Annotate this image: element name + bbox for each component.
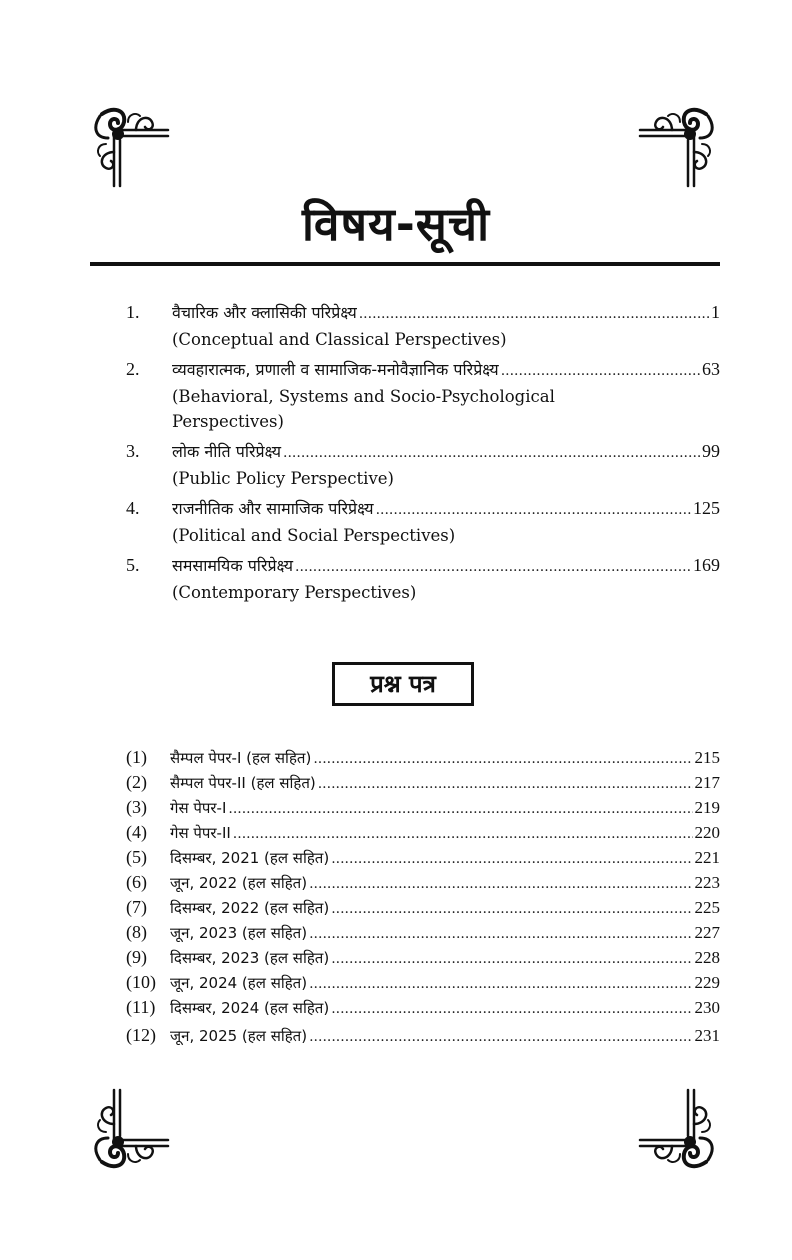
paper-number: (7) [126,897,147,917]
toc-hindi-title: लोक नीति परिप्रेक्ष्य [172,442,282,461]
paper-number: (6) [126,872,147,892]
toc-entry-2[interactable] [126,357,720,434]
paper-number: (5) [126,847,147,867]
paper-page-number: 215 [694,748,720,767]
dot-leader [309,1025,692,1050]
paper-page-number: 230 [694,998,720,1017]
toc-english-title: (Behavioral, Systems and Socio-Psychological Perspectives) [172,387,555,431]
paper-page-number: 217 [694,773,720,792]
dot-leader [331,947,692,972]
toc-number: 2. [126,359,140,379]
paper-page-number: 225 [694,898,720,917]
paper-page-number: 220 [694,823,720,842]
paper-entry[interactable] [126,1023,720,1048]
ornamental-corner-icon [636,104,720,188]
papers-heading: प्रश्न पत्र [332,662,474,706]
toc-hindi-title: व्यवहारात्मक, प्रणाली व सामाजिक-मनोवैज्ञानिक परिप्रेक्ष्य [172,360,499,379]
paper-label: दिसम्बर, 2024 (हल सहित) [170,999,330,1017]
paper-label: दिसम्बर, 2023 (हल सहित) [170,949,330,967]
toc-english-title: (Conceptual and Classical Perspectives) [172,330,507,349]
toc-english-title: (Political and Social Perspectives) [172,526,456,545]
paper-entry[interactable] [126,995,720,1020]
paper-label: जून, 2023 (हल सहित) [170,924,308,942]
page-title: विषय-सूची [301,197,491,251]
paper-number: (9) [126,947,147,967]
dot-leader [376,498,691,523]
paper-page-number: 231 [694,1026,720,1045]
ornamental-corner-icon [88,1088,172,1172]
dot-leader [295,555,691,580]
paper-number: (12) [126,1025,156,1045]
toc-number: 4. [126,498,140,518]
paper-label: दिसम्बर, 2022 (हल सहित) [170,899,330,917]
paper-label: सैम्पल पेपर-II (हल सहित) [170,774,316,792]
toc-page-number: 63 [702,359,720,379]
toc-page-number: 1 [711,302,720,322]
toc-page-number: 99 [702,441,720,461]
paper-page-number: 221 [694,848,720,867]
dot-leader [501,359,700,384]
toc-hindi-title: राजनीतिक और सामाजिक परिप्रेक्ष्य [172,499,374,518]
paper-entry[interactable] [126,870,720,895]
paper-label: गेस पेपर-I [170,799,227,817]
dot-leader [283,441,700,466]
paper-number: (3) [126,797,147,817]
dot-leader [331,847,692,872]
paper-number: (8) [126,922,147,942]
dot-leader [318,772,693,797]
paper-number: (10) [126,972,156,992]
paper-entry[interactable] [126,745,720,770]
toc-entry-5[interactable] [126,553,720,605]
paper-label: सैम्पल पेपर-I (हल सहित) [170,749,312,767]
toc-english-title: (Public Policy Perspective) [172,469,394,488]
paper-entry[interactable] [126,970,720,995]
dot-leader [233,822,693,847]
paper-entry[interactable] [126,945,720,970]
toc-number: 3. [126,441,140,461]
paper-page-number: 219 [694,798,720,817]
dot-leader [309,922,692,947]
toc-hindi-title: समसामयिक परिप्रेक्ष्य [172,556,293,575]
paper-page-number: 223 [694,873,720,892]
paper-number: (4) [126,822,147,842]
toc-entry-1[interactable] [126,300,720,352]
dot-leader [228,797,692,822]
paper-page-number: 229 [694,973,720,992]
paper-entry[interactable] [126,770,720,795]
dot-leader [309,972,692,997]
dot-leader [313,747,692,772]
toc-number: 5. [126,555,140,575]
toc-number: 1. [126,302,140,322]
paper-label: गेस पेपर-II [170,824,231,842]
paper-page-number: 228 [694,948,720,967]
paper-page-number: 227 [694,923,720,942]
dot-leader [331,897,692,922]
toc-hindi-title: वैचारिक और क्लासिकी परिप्रेक्ष्य [172,303,357,322]
toc-page-number: 125 [693,498,720,518]
paper-label: जून, 2025 (हल सहित) [170,1027,308,1045]
paper-label: जून, 2024 (हल सहित) [170,974,308,992]
dot-leader [331,997,692,1022]
dot-leader [309,872,692,897]
paper-entry[interactable] [126,895,720,920]
ornamental-corner-icon [636,1088,720,1172]
paper-entry[interactable] [126,795,720,820]
paper-entry[interactable] [126,920,720,945]
paper-label: जून, 2022 (हल सहित) [170,874,308,892]
paper-entry[interactable] [126,820,720,845]
ornamental-corner-icon [88,104,172,188]
toc-page-number: 169 [693,555,720,575]
toc-entry-4[interactable] [126,496,720,548]
paper-number: (1) [126,747,147,767]
paper-number: (11) [126,997,156,1017]
papers-list [126,745,720,1048]
paper-label: दिसम्बर, 2021 (हल सहित) [170,849,330,867]
toc-english-title: (Contemporary Perspectives) [172,583,417,602]
paper-number: (2) [126,772,147,792]
toc-entry-3[interactable] [126,439,720,491]
toc-list [126,300,720,610]
dot-leader [359,302,709,327]
title-divider [90,262,720,266]
paper-entry[interactable] [126,845,720,870]
